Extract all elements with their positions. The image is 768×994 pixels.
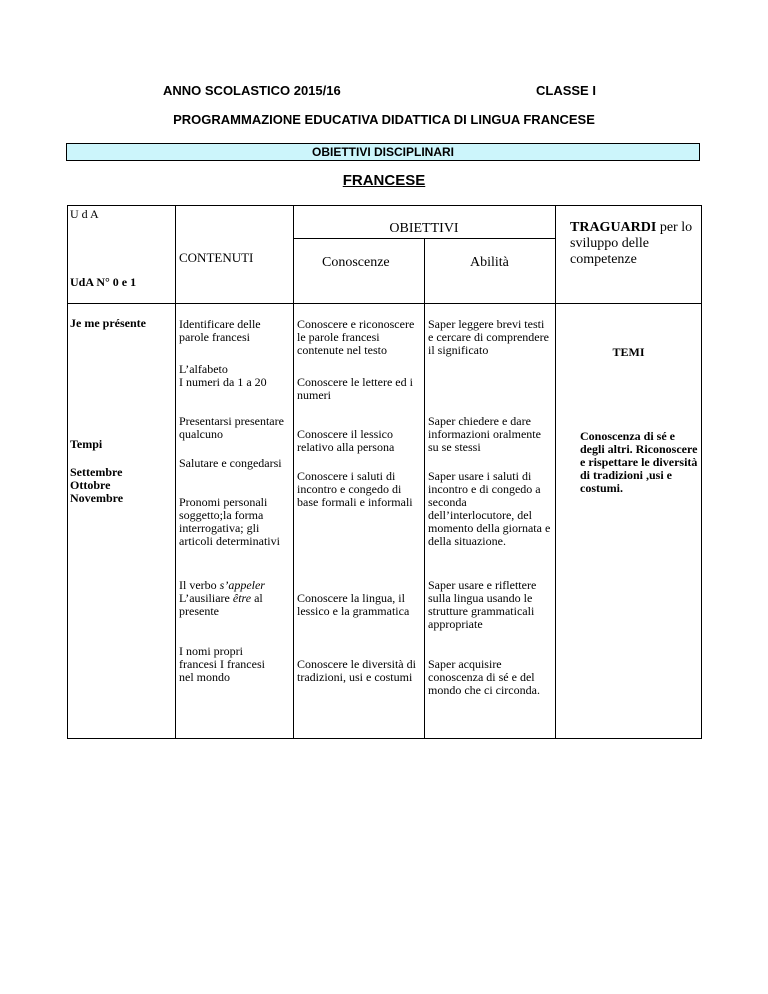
contenuti-header: CONTENUTI	[179, 250, 254, 265]
temi-text: Conoscenza di sé e degli altri. Riconoscere e rispettare le diversità di tradizioni ,usi e costumi.	[580, 429, 698, 495]
table-divider	[67, 303, 702, 304]
abilita-acquisire: Saper acquisire conoscenza di sé e del mondo che ci circonda.	[428, 657, 540, 697]
contenuto-presentarsi: Presentarsi presentare qualcuno	[179, 414, 284, 441]
obiettivi-header: OBIETTIVI	[389, 221, 459, 236]
mese-ottobre: Ottobre	[70, 478, 111, 492]
conoscenza-parole: Conoscere e riconoscere le parole francesi contenute nel testo	[297, 317, 415, 357]
contenuto-identificare: Identificare delle parole francesi	[179, 317, 261, 344]
subject-title: FRANCESE	[342, 172, 426, 189]
conoscenze-header: Conoscenze	[322, 255, 390, 270]
contenuto-salutare: Salutare e congedarsi	[179, 456, 282, 470]
anno-scolastico: ANNO SCOLASTICO 2015/16	[163, 83, 341, 98]
uda-title: Je me présente	[70, 316, 146, 330]
tempi-label: Tempi	[70, 437, 103, 451]
contenuto-pronomi: Pronomi personali soggetto;la forma interrogativa; gli articoli determinativi	[179, 495, 280, 548]
table-divider	[293, 205, 294, 739]
conoscenza-diversita: Conoscere le diversità di tradizioni, usi e costumi	[297, 657, 416, 684]
verbo-sappeler: s’appeler	[219, 578, 265, 592]
conoscenza-lettere: Conoscere le lettere ed i numeri	[297, 375, 413, 402]
table-divider	[555, 205, 556, 739]
conoscenza-lingua: Conoscere la lingua, il lessico e la grammatica	[297, 591, 410, 618]
mese-settembre: Settembre	[70, 465, 123, 479]
table-divider	[424, 303, 425, 739]
abilita-riflettere: Saper usare e riflettere sulla lingua usando le strutture grammaticali appropriate	[428, 578, 537, 631]
ausiliare-etre: être	[232, 591, 252, 605]
classe: CLASSE I	[536, 83, 596, 98]
table-divider	[293, 238, 555, 239]
abilita-leggere: Saper leggere brevi testi e cercare di comprendere il significato	[428, 317, 549, 357]
table-divider	[424, 238, 425, 303]
abilita-header: Abilità	[470, 255, 509, 270]
contenuto-numeri: I numeri da 1 a 20	[179, 375, 267, 389]
traguardi-rest: per lo sviluppo delle competenze	[570, 220, 693, 267]
contenuto-nomi-propri: I nomi propri francesi I francesi nel mondo	[179, 644, 265, 684]
uda-number: UdA N° 0 e 1	[70, 275, 137, 289]
abilita-chiedere: Saper chiedere e dare informazioni oralmente su se stessi	[428, 414, 541, 454]
contenuto-alfabeto: L’alfabeto	[179, 362, 228, 376]
verbo-pre: Il verbo	[179, 578, 220, 592]
mese-novembre: Novembre	[70, 491, 124, 505]
programmazione-title: PROGRAMMAZIONE EDUCATIVA DIDATTICA DI LINGUA FRANCESE	[173, 112, 595, 127]
traguardi-header	[570, 220, 698, 268]
ausiliare-post: al presente	[179, 591, 263, 618]
ausiliare-pre: L’ausiliare	[179, 591, 233, 605]
uda-label: U d A	[70, 207, 99, 221]
traguardi-bold: TRAGUARDI	[570, 220, 657, 235]
contenuto-verbo	[179, 579, 291, 618]
conoscenza-lessico: Conoscere il lessico relativo alla persona	[297, 427, 395, 454]
table-divider	[175, 205, 176, 739]
conoscenza-saluti: Conoscere i saluti di incontro e congedo di base formali e informali	[297, 469, 413, 509]
obiettivi-disciplinari-banner: OBIETTIVI DISCIPLINARI	[66, 143, 700, 161]
abilita-saluti: Saper usare i saluti di incontro e di congedo a seconda dell’interlocutore, del momento della giornata e della situazione.	[428, 469, 551, 548]
temi-label: TEMI	[612, 345, 645, 359]
